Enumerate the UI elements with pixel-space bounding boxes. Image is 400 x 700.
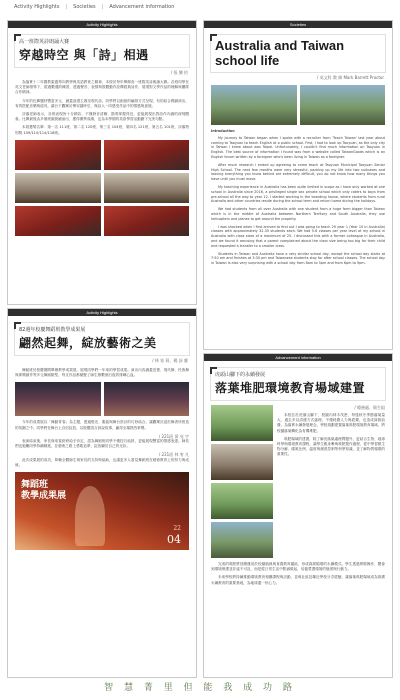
photo-caption: / 221班 林 宥 凡	[158, 452, 189, 458]
article-australia-taiwan	[203, 20, 393, 350]
article-subtitle: 虎頭山腳下的永續發展	[215, 372, 266, 378]
article-title: 穿越時空 與「詩」相遇	[19, 48, 149, 62]
section-heading: Introduction	[211, 129, 235, 133]
poster-title-line: 舞蹈班	[21, 480, 49, 491]
nav-advancement[interactable]: Advancement information	[109, 4, 175, 10]
paragraph: 表演結束後，家長與來賓紛紛給予肯定，認為舞蹈班同學不僅技巧純熟，更能展現豐富的情感表達。師長們也勉勵同學持續精進，在藝術之路上勇敢追夢，綻放屬於自己的光彩。	[15, 439, 189, 449]
photo-contest	[104, 173, 190, 203]
paragraph: 評審老師表示，各班表現皆十分精彩，不僅發音清晰、節奏掌握得宜，更能展現出對詩作內涵的深刻體會。比賽最後由多個班級脫穎而出，獲得優異成績，也為本學期的英語學習活動劃下完美句點。	[15, 112, 189, 122]
article-row	[211, 405, 385, 558]
section-label: Activity Highlights	[8, 21, 196, 28]
paragraph: I was shocked when I first arrived to find out I was going to teach 29 year 1 (Year 10 in Australia) classes with approximately 32-35 students each. We had 5-6 classes per year level at my school in Australia with class sizes of a maximum of 25. I discussed this with a former colleague in Australia, and we found it amusing that a parent complained about the class size being too big for their child and requested a transfer to a smaller class.	[211, 224, 385, 248]
dancer-figure	[75, 486, 105, 546]
article-title-box	[210, 34, 386, 73]
section-label: Advancement information	[204, 354, 392, 361]
photo-compost	[211, 444, 273, 480]
article-compost	[203, 353, 393, 678]
top-navigation	[0, 0, 400, 14]
article-body	[277, 413, 385, 458]
photo-grid	[15, 382, 189, 416]
photo-contest	[104, 140, 190, 170]
article-title: 落葉堆肥環境教育場域建置	[215, 381, 366, 395]
section-label: Societies	[204, 21, 392, 28]
article-title-box	[14, 34, 190, 68]
poster-month: 04	[167, 533, 181, 547]
article-dance-showcase	[7, 308, 197, 678]
article-title: Australia and Taiwan school life	[215, 38, 345, 68]
photo-contest	[15, 140, 101, 170]
paragraph: My teaching experience in Australia has been quite limited in scope as I have only worked at one school in Australia since 2016, a privileged single sex private school which only caters to boys from pre-school all the way to year 12. I started working in the boarding house, where students from rural Australia and other countries reside during the school term and return home during the holidays.	[211, 184, 385, 204]
paragraph: 本屆獲獎名單：第一名 111班、第二名 120班、第三名 104班、第四名 121班、第五名 101班、評審特別獎 109/110/114/118班。	[15, 125, 189, 135]
paragraph: After much research I ended up agreeing to come teach at Taoyuan Municipal Taoyuan Senior High School. The next few months were very stressful, packing up my life into two suitcases and leaving everything you know behind are extremely difficult, you do not know how many things you have until you must move.	[211, 162, 385, 182]
photo-teacher	[300, 85, 386, 125]
photo-grid	[15, 140, 189, 236]
paragraph: 為落實十二年國教素養導向教學與英語教育之精神，本校於每年舉辦高一班際英詩朗誦大賽。各班同學在英文老師指導下，經過數週的練習，透過聲音、表情與肢體動作詮釋經典詩作，展現對文學作品的理解與團隊合作精神。	[15, 80, 189, 95]
photo-dance	[104, 382, 190, 416]
photo-compost	[211, 483, 273, 519]
paragraph: 舞蹈班於校慶期間舉辦教學成果展，展現同學們一年來的學習成果。演出內容涵蓋芭蕾、現代舞、民族舞與即興創作等多元舞蹈類型，每支作品都凝聚了師生無數個日夜的排練心血。	[15, 368, 189, 378]
nav-activity-highlights[interactable]: Activity Highlights	[14, 4, 60, 10]
photo-contest	[104, 206, 190, 236]
nav-separator: |	[101, 4, 104, 10]
paragraph: 此次成果展的成功，仰賴全體師生與家長的支持與協助，也讓更多人看見舞蹈班在藝術教育上的努力與成就。	[15, 457, 189, 467]
footer-slogan: 智 慧 菁 里 但 能 我 成 功 路	[104, 683, 296, 693]
photo-compost	[211, 522, 273, 558]
paragraph: 今年的比賽題材豐富多元，涵蓋浪漫主義至現代詩，同學們以創意的編排方式呈現，有的結合戲劇演出，有的搭配音樂與道具，讓台下觀眾彷彿穿越時空，與詩人一同感受作品中的情感與意境。	[15, 98, 189, 108]
article-body	[211, 562, 385, 586]
poster-title-line: 教學成果展	[21, 491, 67, 502]
article-title-box	[210, 367, 386, 401]
paragraph: My journey to Taiwan began when I spoke with a recruiter from 'Teach Taiwan' last year about coming to Taoyuan to teach English at a public school. First, I had to look up Taoyuan, as the only city in Taiwan I knew about was Taipei. Unfortunately, I couldn't find much information on Taoyuan in English. The best source of information I found was from a website called TaiwanGoods which is an English forum written by a foreigner who's been living in Taiwan as a foreigner.	[211, 135, 385, 159]
photo-dance	[15, 382, 101, 416]
paragraph: We had students from all over Australia with one student from a huge farm bigger than Taiwan which is in the middle of Australia between Northern Territory and South Australia, they use helicopters and planes to get around the property.	[211, 207, 385, 221]
paragraph: 未來學校將持續推動環境教育相關課程與活動，並與社區及鄰近學校分享經驗，讓落葉堆肥場域成為推廣永續教育的重要基地，為地球盡一份心力。	[211, 575, 385, 585]
article-title-box	[14, 322, 190, 356]
article-body	[15, 368, 189, 378]
photo-grid	[211, 85, 385, 125]
article-body	[15, 80, 189, 136]
article-body	[211, 129, 385, 266]
text-column	[277, 405, 385, 558]
paragraph: 今年的成果展以「舞動青春」為主題，透過燈光、服裝與舞台設計的巧妙結合，讓觀眾沉浸於舞者所營造的氛圍之中。同學們在舞台上自信綻放，以肢體語言訴說故事，贏得全場熱烈掌聲。	[15, 420, 189, 430]
article-title: 翩然起舞，綻放藝術之美	[19, 336, 157, 350]
photo-teacher	[211, 85, 297, 125]
paragraph: 堆肥場域的建置，除了解決落葉處理問題外，更結合生物、地球科學與環境教育課程，讓學生親身參與堆肥製作過程，從中學習微生物分解、碳氮比例、溫度與濕度控制等科學知識，並了解物質循環的重要性。	[277, 436, 385, 457]
photo-column	[211, 405, 273, 558]
section-label: Activity Highlights	[8, 309, 196, 316]
article-byline: / 張 樂 怡	[170, 70, 188, 75]
photo-caption: / 221班 黃 亮 宇	[158, 433, 189, 439]
poster-title	[21, 480, 66, 502]
nav-separator: |	[65, 4, 68, 10]
dance-poster	[15, 472, 189, 550]
article-byline: / 英文科 教 師 Mark Barrett Proctor	[317, 75, 384, 80]
poster-day: 22	[173, 525, 181, 533]
photo-contest	[15, 206, 101, 236]
paragraph: 完成的堆肥將回饋運用於校園植栽與食農教育園區，形成資源循環的永續模式。學生透過實際操作，體會到環境保護並非遙不可及，而是從日常生活中點滴做起，培養愛護環境的態度與行動力。	[211, 562, 385, 572]
article-body	[15, 420, 189, 468]
nav-societies[interactable]: Societies	[73, 4, 96, 10]
photo-contest	[15, 173, 101, 203]
article-poetry-contest	[7, 20, 197, 305]
article-byline: / 總務處、衛生組	[354, 405, 385, 410]
paragraph: 本校位於虎頭山腳下，校園內林木茂密，每逢秋冬季節落葉量大，過去多以清運方式處理，不僅耗費人力與經費，也造成資源浪費。為落實永續發展理念，學校規劃建置落葉堆肥環境教育場域，將校園落葉轉化為有機堆肥。	[277, 413, 385, 433]
article-byline: / 林 家 莉、楊 詠 慶	[152, 358, 188, 363]
article-subtitle: 高一班際英詩朗誦大賽	[19, 39, 70, 45]
article-subtitle: 82週年校慶舞蹈班教學成果展	[19, 327, 86, 333]
photo-compost	[211, 405, 273, 441]
paragraph: Students in Taiwan and Australia have a very similar school day, except the school day starts at 7:50 am and finishes at 3:30 pm and Taiwanese students stay for after school classes. The school day in Taiwan is also very surprising with a school day from 8am to 5pm and from 6pm to 9pm.	[211, 251, 385, 266]
